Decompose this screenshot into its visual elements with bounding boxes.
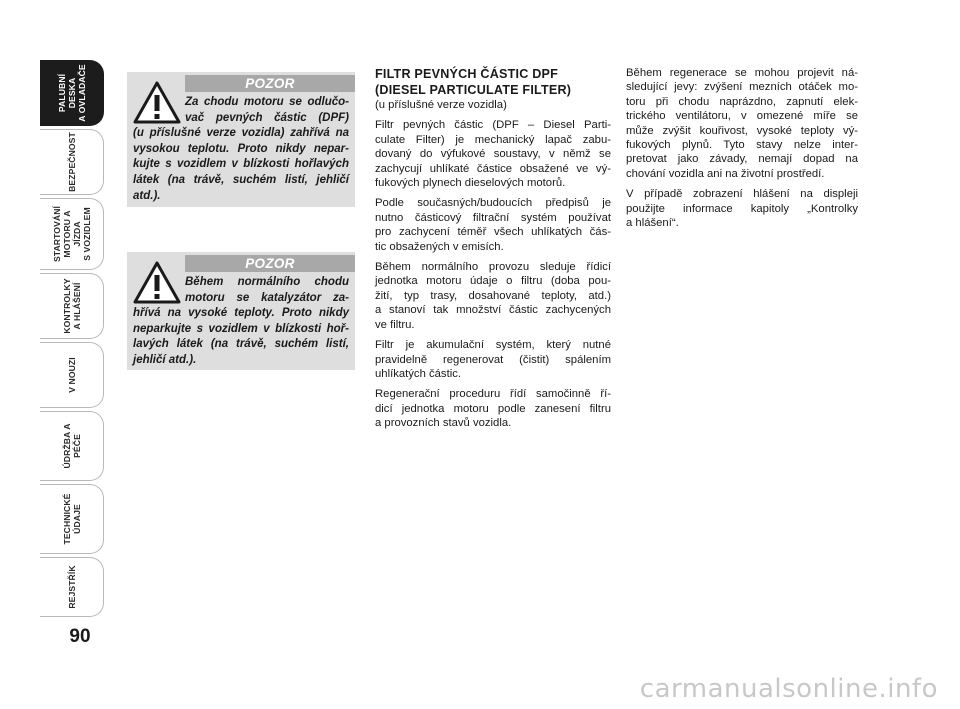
text-line: Za chodu motoru se odlučo- xyxy=(185,96,349,108)
text-line: pretovat jako závady, nemají dopad na xyxy=(626,153,858,166)
tab-technicke-udaje[interactable] xyxy=(40,484,104,554)
warning-text xyxy=(133,275,349,369)
subheading: (u příslušné verze vozidla) xyxy=(375,99,507,111)
tab-label: TECHNICKÉ ÚDAJE xyxy=(61,493,82,545)
tab-bezpecnost[interactable] xyxy=(40,129,104,195)
text-line: nutno částicový filtrační systém používat xyxy=(375,211,611,224)
text-line: a hlášení“. xyxy=(626,217,679,230)
tab-label: STARTOVÁNÍ MOTORU A JÍZDA S VOZIDLEM xyxy=(51,205,92,263)
main-column-right xyxy=(626,66,858,236)
text-line: jednotka motoru údaje o filtru (doba pou- xyxy=(375,275,611,288)
heading-line: (DIESEL PARTICULATE FILTER) xyxy=(375,83,572,97)
paragraph xyxy=(626,187,858,230)
text-line: tic obsažených v emisích. xyxy=(375,240,504,253)
text-line: trického ventilátoru, v omezené míře se xyxy=(626,110,858,123)
text-line: V případě zobrazení hlášení na displeji xyxy=(626,188,858,201)
paragraph xyxy=(375,338,611,381)
paragraph xyxy=(375,260,611,332)
tab-label: PALUBNÍ DESKA A OVLADAČE xyxy=(56,64,87,122)
heading-line: FILTR PEVNÝCH ČÁSTIC DPF xyxy=(375,67,558,81)
text-line: použijte informace kapitoly „Kontrolky xyxy=(626,202,858,215)
tab-kontrolky[interactable] xyxy=(40,273,104,339)
pozor-label: POZOR xyxy=(185,255,355,272)
text-line: neparkujte s vozidlem v blízkosti hoř- xyxy=(133,322,349,335)
main-column-left xyxy=(375,66,611,437)
tab-startovani[interactable] xyxy=(40,198,104,270)
text-line: pro zachycení téměř všech uhlíkatých čás- xyxy=(375,226,611,239)
text-line: dicí jednotka motoru podle zanesení filtru xyxy=(375,402,611,415)
paragraph xyxy=(375,387,611,430)
text-line: motoru se katalyzátor za- xyxy=(185,291,349,304)
pozor-label: POZOR xyxy=(185,75,355,92)
text-line: culate Filter) je mechanický lapač zabu- xyxy=(375,133,611,146)
text-line: zachycují uhlíkaté částice obsažené ve vý- xyxy=(375,162,611,175)
tab-label: KONTROLKY A HLÁŠENÍ xyxy=(61,278,82,334)
text-line: Filtr pevných částic (DPF – Diesel Parti- xyxy=(375,119,611,132)
tab-label: V NOUZI xyxy=(66,357,77,393)
text-line: jehličí atd.). xyxy=(133,353,197,366)
paragraph xyxy=(375,196,611,254)
text-line: dovaný do výfukové soustavy, v němž se xyxy=(375,148,611,161)
text-line: a stanoví tak množství částic zachycených xyxy=(375,304,611,317)
section-heading xyxy=(375,66,611,98)
tab-rejstrik[interactable] xyxy=(40,557,104,617)
text-line: fukových plynů. Tyto stavy nelze inter- xyxy=(626,139,858,152)
text-line: Regenerační proceduru řídí samočinně ří- xyxy=(375,388,611,401)
warning-text xyxy=(133,95,349,204)
text-line: lavých látek (na trávě, suchém listí, xyxy=(133,338,349,351)
text-line: ve filtru. xyxy=(375,318,415,331)
text-line: pravidelně regenerovat (čistit) spálením xyxy=(375,353,611,366)
text-line: uhlíkatých částic. xyxy=(375,367,462,380)
tab-label: REJSTŘÍK xyxy=(66,565,77,609)
paragraph xyxy=(375,118,611,190)
text-line: vač pevných částic (DPF) xyxy=(185,111,349,124)
text-line: může zvýšit kouřivost, vysoké teploty vý- xyxy=(626,124,858,137)
text-line: toru při chodu naprázdno, zapnutí elek- xyxy=(626,95,858,108)
tab-palubni-deska[interactable] xyxy=(40,60,104,126)
text-line: vysokou teplotu. Proto nikdy nepar- xyxy=(133,142,349,155)
text-line: a provozních stavů vozidla. xyxy=(375,417,512,430)
tab-label: BEZPEČNOST xyxy=(66,132,77,192)
text-line: Během regenerace se mohou projevit ná- xyxy=(626,67,858,79)
tab-label: ÚDRŽBA A PÉČE xyxy=(61,423,82,469)
chapter-tabs xyxy=(40,60,104,620)
warning-box xyxy=(127,252,355,370)
page-number: 90 xyxy=(69,626,91,647)
text-line: Podle současných/budoucích předpisů je xyxy=(375,197,611,210)
text-line: hřívá na vysoké teploty. Proto nikdy xyxy=(133,307,349,320)
paragraph xyxy=(626,66,858,181)
text-line: sledující jevy: zvýšení mezních otáček mo- xyxy=(626,81,858,94)
watermark: carmanualsonline.info xyxy=(639,674,938,704)
text-line: chování vozidla ani na životní prostředí. xyxy=(626,167,825,180)
text-line: Filtr je akumulační systém, který nutné xyxy=(375,339,611,352)
text-line: látek (na trávě, suchém listí, jehličí xyxy=(133,173,349,186)
tab-udrzba[interactable] xyxy=(40,411,104,481)
tab-v-nouzi[interactable] xyxy=(40,342,104,408)
text-line: Během normálního chodu xyxy=(185,276,349,288)
text-line: fukových plynech dieselových motorů. xyxy=(375,177,566,190)
text-line: (u příslušné verze vozidla) zahřívá na xyxy=(133,127,349,140)
text-line: Během normálního provozu sleduje řídicí xyxy=(375,261,611,274)
text-line: žití, typ trasy, dosahované teploty, atd.) xyxy=(375,289,611,302)
text-line: atd.). xyxy=(133,189,161,202)
text-line: kujte s vozidlem v blízkosti hořlavých xyxy=(133,158,349,171)
warning-box xyxy=(127,72,355,207)
